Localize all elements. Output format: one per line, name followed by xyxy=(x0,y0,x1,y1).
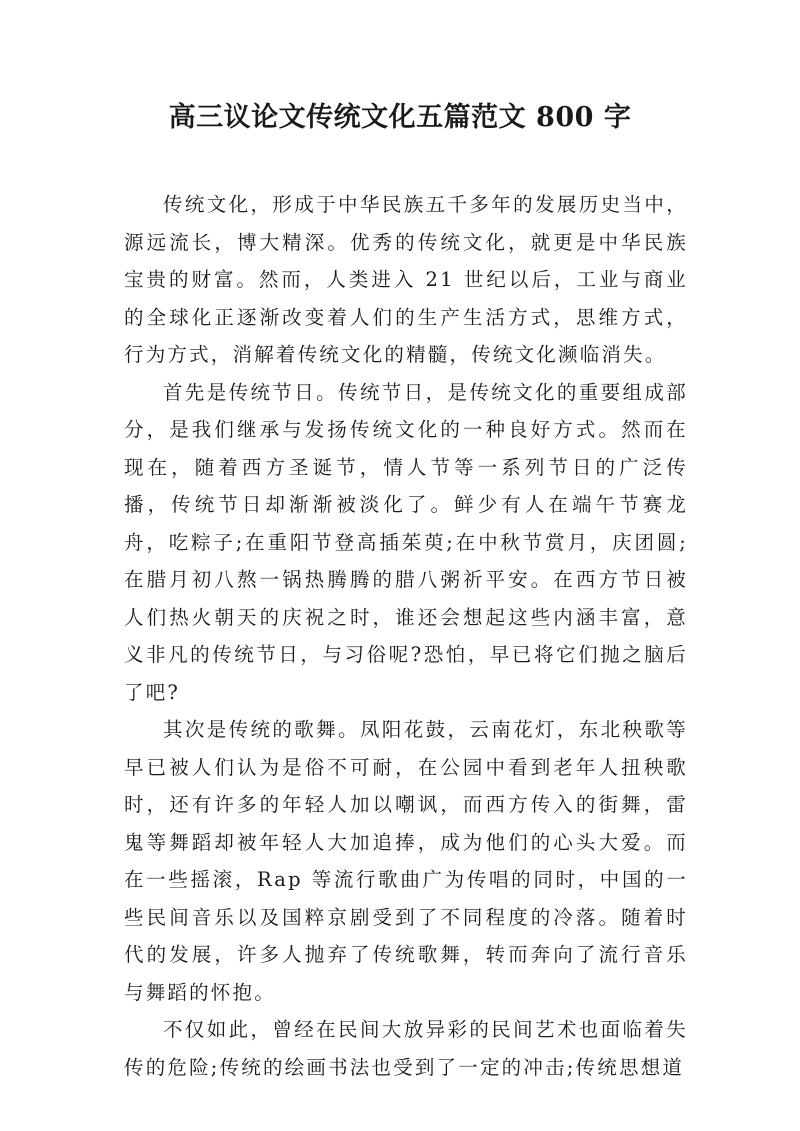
paragraph: 不仅如此，曾经在民间大放异彩的民间艺术也面临着失传的危险;传统的绘画书法也受到了一定的冲击;传统思想道 xyxy=(124,1018,688,1079)
document-body xyxy=(124,186,688,1086)
paragraph: 其次是传统的歌舞。凤阳花鼓，云南花灯，东北秧歌等早已被人们认为是俗不可耐，在公园中看到老年人扭秧歌时，还有许多的年轻人加以嘲讽，而西方传入的街舞，雷鬼等舞蹈却被年轻人大加追捧，成为他们的心头大爱。而在一些摇滚，Rap 等流行歌曲广为传唱的同时，中国的一些民间音乐以及国粹京剧受到了不同程度的冷落。随着时代的发展，许多人抛弃了传统歌舞，转而奔向了流行音乐与舞蹈的怀抱。 xyxy=(124,718,688,1004)
paragraph: 首先是传统节日。传统节日，是传统文化的重要组成部分，是我们继承与发扬传统文化的一种良好方式。然而在现在，随着西方圣诞节，情人节等一系列节日的广泛传播，传统节日却渐渐被淡化了。鲜少有人在端午节赛龙舟，吃粽子;在重阳节登高插茱萸;在中秋节赏月，庆团圆;在腊月初八熬一锅热腾腾的腊八粥祈平安。在西方节日被人们热火朝天的庆祝之时，谁还会想起这些内涵丰富，意义非凡的传统节日，与习俗呢?恐怕，早已将它们抛之脑后了吧? xyxy=(124,380,688,704)
paragraph: 传统文化，形成于中华民族五千多年的发展历史当中，源远流长，博大精深。优秀的传统文化，就更是中华民族宝贵的财富。然而，人类进入 21 世纪以后，工业与商业的全球化正逐渐改变着人们的生产生活方式，思维方式，行为方式，消解着传统文化的精髓，传统文化濒临消失。 xyxy=(124,193,688,366)
document-title: 高三议论文传统文化五篇范文 800 字 xyxy=(168,102,632,133)
